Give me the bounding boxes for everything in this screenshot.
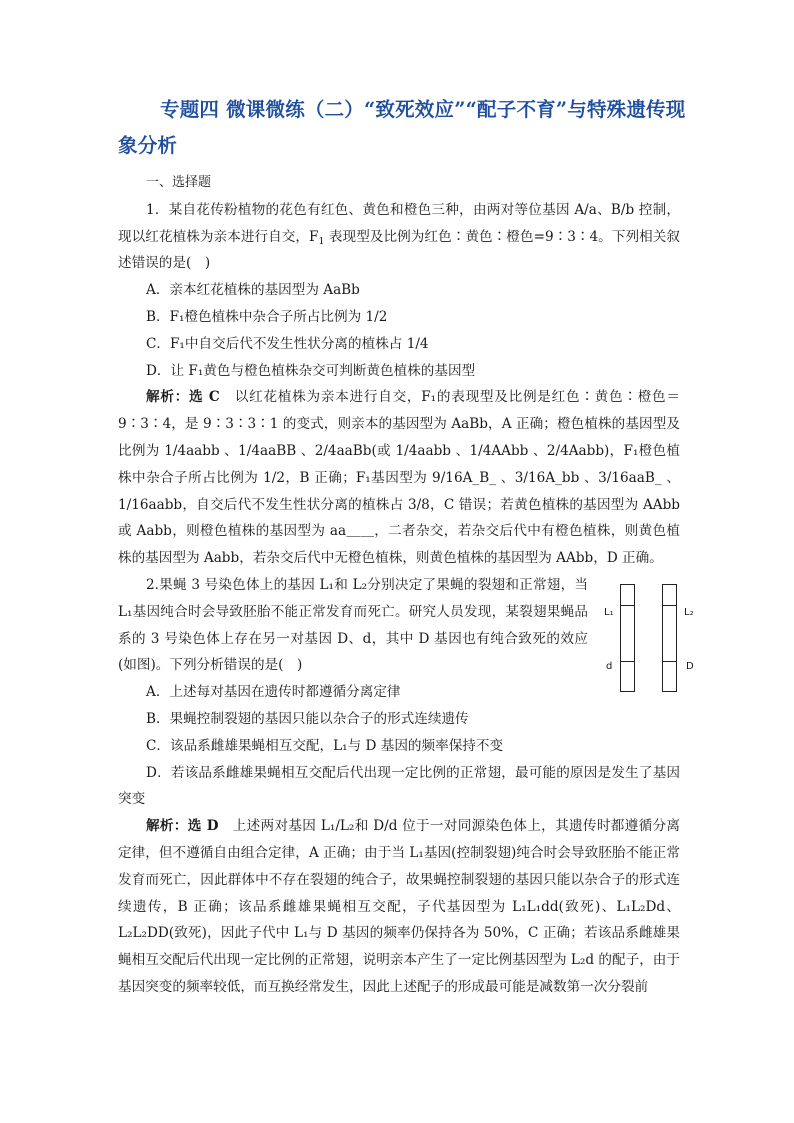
analysis-text: 上述两对基因 L₁/L₂和 D/d 位于一对同源染色体上，其遗传时都遵循分离定律，但不遵循自由组合定律，A 正确；由于当 L₁基因(控制裂翅)纯合时会导致胚胎不能正常发育而死亡，因此群体中不存在裂翅的纯合子，故果蝇控制裂翅的基因只能以杂合子的形式连续遗传，B 正确；该品系雌雄果蝇相互交配，子代基因型为 L₁L₁dd(致死)、L₁L₂Dd、L₂L₂DD(致死)，因此子代中 L₁与 D 基因的频率仍保持各为 50%，C 正确；若该品系雌雄果蝇相互交配后代出现一定比例的正常翅，说明亲本产生了一定比例基因型为 L₂d 的配子，由于基因突变的频率较低，而互换经常发生，因此上述配子的形成最可能是减数第一次分裂前 xyxy=(118,818,680,995)
question-1-option-b: B．F₁橙色植株中杂合子所占比例为 1/2 xyxy=(146,308,388,325)
analysis-label: 解析：选 D xyxy=(146,818,219,835)
document-body xyxy=(118,170,694,1001)
analysis-text: 以红花植株为亲本进行自交，F₁的表现型及比例是红色∶黄色∶橙色＝9∶3∶4，是 9∶3∶3∶1 的变式，则亲本的基因型为 AaBb，A 正确；橙色植株的基因型及比例为 1/4aabb 、1/4aaBB 、2/4aaBb(或 1/4aabb 、1/4AAbb 、2/4Aabb)，F₁橙色植株中杂合子所占比例为 1/2，B 正确；F₁基因型为 9/16A_B_ 、3/16A_bb 、3/16aaB_ 、1/16aabb，自交后代不发生性状分离的植株占 3/8，C 错误；若黄色植株的基因型为 AAbb 或 Aabb，则橙色植株的基因型为 aa＿＿，二者杂交，若杂交后代中有橙色植株，则黄色植株的基因型为 Aabb，若杂交后代中无橙色植株，则黄色植株的基因型为 AAbb，D 正确。 xyxy=(118,389,680,567)
band-l2 xyxy=(663,605,676,606)
chromosome-figure xyxy=(606,584,716,696)
label-d-lower: d xyxy=(606,660,613,672)
page-title: 专题四 微课微练（二）“致死效应”“配子不育”与特殊遗传现象分析 xyxy=(118,98,686,157)
label-d-upper: D xyxy=(686,660,694,672)
subscript: 1 xyxy=(318,235,325,247)
question-1-option-a: A．亲本红花植株的基因型为 AaBb xyxy=(146,282,360,299)
question-2 xyxy=(118,572,694,679)
analysis-label: 解析：选 C xyxy=(146,389,220,406)
question-1-stem-part: 1．某自花传粉植物的花色有红色、黄色和橙色三种，由两对等位基因 A/a、B/b 控制，现以红花植株为亲本进行自交，F xyxy=(118,201,680,245)
chromosome-right xyxy=(662,584,677,692)
band-d-upper xyxy=(663,661,676,662)
question-2-option-a: A．上述每对基因在遗传时都遵循分离定律 xyxy=(146,684,401,701)
section-heading: 一、选择题 xyxy=(146,175,212,190)
label-l1: L₁ xyxy=(604,606,614,618)
question-1-stem xyxy=(118,197,680,277)
question-2-option-d: D．若该品系雌雄果蝇相互交配后代出现一定比例的正常翅，最可能的原因是发生了基因突变 xyxy=(118,764,680,808)
question-1-analysis xyxy=(118,384,680,572)
question-2-analysis xyxy=(118,813,680,1001)
label-l2: L₂ xyxy=(684,606,694,618)
question-1-stem-part: 表现型及比例为红色∶黄色∶橙色=9∶3∶4。下列相关叙述错误的是( ) xyxy=(118,228,680,272)
question-1-option-c: C．F₁中自交后代不发生性状分离的植株占 1/4 xyxy=(146,335,429,352)
question-2-option-b: B．果蝇控制裂翅的基因只能以杂合子的形式连续遗传 xyxy=(146,710,469,727)
band-d-lower xyxy=(621,661,634,662)
question-1-option-d: D．让 F₁黄色与橙色植株杂交可判断黄色植株的基因型 xyxy=(146,362,476,379)
band-l1 xyxy=(621,605,634,606)
question-2-option-c: C．该品系雌雄果蝇相互交配，L₁与 D 基因的频率保持不变 xyxy=(146,737,504,754)
chromosome-left xyxy=(620,584,635,692)
question-2-stem: 2.果蝇 3 号染色体上的基因 L₁和 L₂分别决定了果蝇的裂翅和正常翅，当 L₁基因纯合时会导致胚胎不能正常发育而死亡。研究人员发现，某裂翅果蝇品系的 3 号染色体上存在另一对基因 D、d，其中 D 基因也有纯合致死的效应(如图)。下列分析错误的是( ) xyxy=(118,576,588,674)
